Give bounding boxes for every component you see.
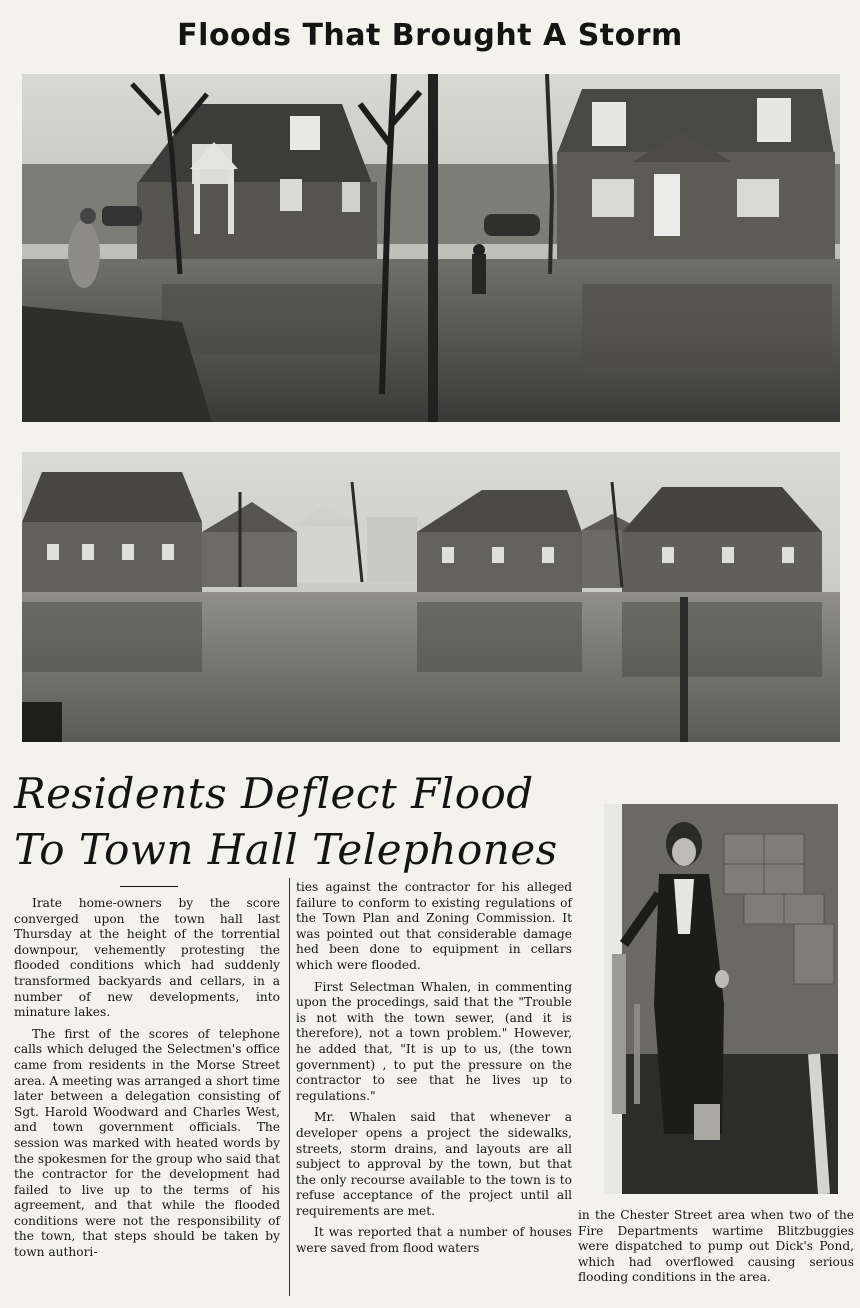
caption-text: in the Chester Street area when two of the Fire Departments wartime Blitzbuggies were dispatched to pump out Dick's Pond, which had overflowed causing serious flooding conditions in the area. [578,1208,854,1285]
photo-caption [578,1208,854,1292]
story-headline-line-1: Residents Deflect Flood [14,769,534,818]
story-headline-line-2: To Town Hall Telephones [14,825,558,874]
paragraph: First Selectman Whalen, in commenting upon the procedings, said that the "Trouble is not with the town sewer, (and it is therefore), not a town problem." However, he added that, "It is up to us, (the town government) , to put the pressure on the contractor to see that he lives up to regulations." [296,979,572,1103]
cellar-image [604,804,838,1194]
page-title: Floods That Brought A Storm [177,18,683,53]
photo-flooded-row [22,452,840,742]
paragraph: Mr. Whalen said that whenever a developer opens a project the sidewalks, streets, storm drains, and layouts are all subject to approval by the town, but that the only recourse available to the town is to refuse acceptance of the project until all requirements are met. [296,1110,572,1218]
flooded-row-image [22,452,840,742]
story-headline [14,766,574,878]
story-column-1 [14,896,280,1267]
paragraph: It was reported that a number of houses were saved from flood waters [296,1225,572,1256]
column-divider [289,878,290,1296]
story-column-2 [296,880,572,1263]
paragraph: The first of the scores of telephone calls which deluged the Selectmen's office came from residents in the Morse Street area. A meeting was arranged a short time later between a delegation consisting of Sgt. Harold Woodward and Charles West, and town government officials. The session was marked with heated words by the spokesmen for the group who said that the contractor for the development had failed to live up to the terms of his agreement, and that while the flooded conditions were not the responsibility of the town, that steps should be taken by town authori- [14,1026,280,1260]
photo-flooded-street [22,74,840,422]
headline-rule [120,886,178,887]
flooded-street-image [22,74,840,422]
paragraph: Irate home-owners by the score converged upon the town hall last Thursday at the height of the torrential downpour, vehemently protesting the flooded conditions which had suddenly transformed backyards and cellars, in a number of new developments, into minature lakes. [14,896,280,1020]
paragraph: ties against the contractor for his alleged failure to conform to existing regulations of the Town Plan and Zoning Commission. It was pointed out that considerable damage hed been done to equipment in cellars which were flooded. [296,880,572,972]
photo-cellar [604,804,838,1194]
